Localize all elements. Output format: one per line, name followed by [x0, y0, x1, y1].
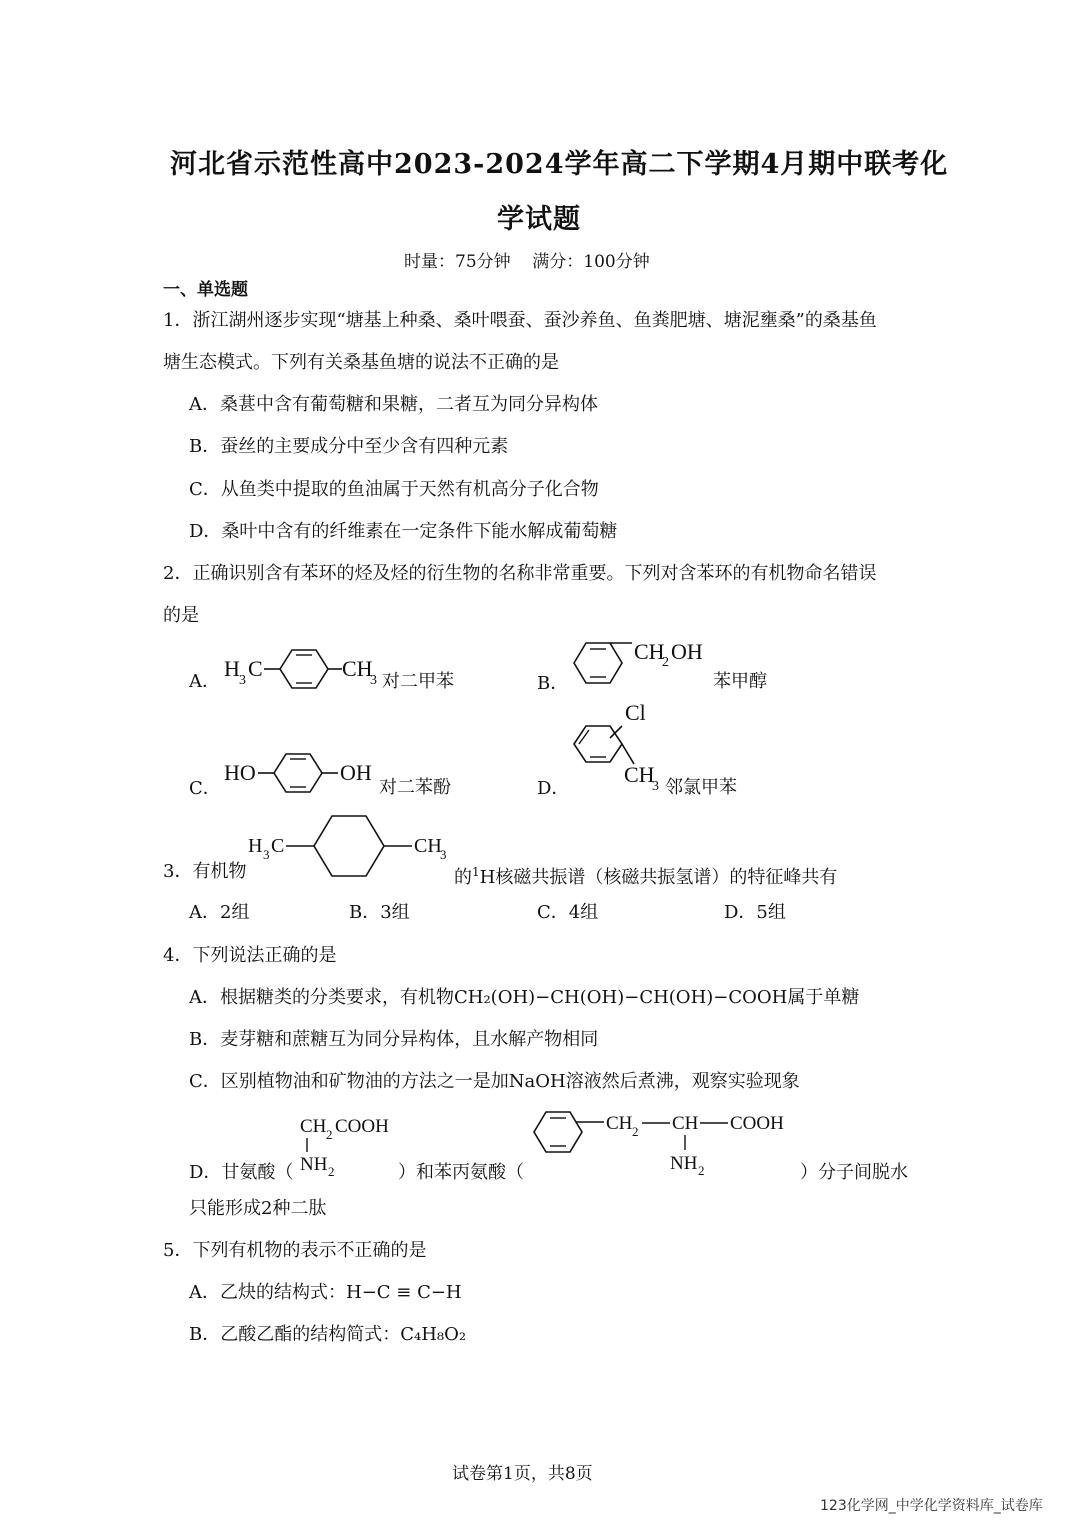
question-5-option-b-text: B．乙酸乙酯的结构简式：	[189, 1324, 401, 1345]
question-3-option-c: C．4组	[537, 902, 599, 923]
structure-text: CH	[624, 762, 655, 787]
question-4-option-c-formula: NaOH	[508, 1071, 566, 1092]
question-2-option-c-label: C．	[189, 778, 221, 799]
question-2-option-c-name: 对二苯酚	[379, 777, 451, 798]
question-3-suffix	[454, 860, 837, 890]
structure-text: Cl	[625, 700, 646, 725]
question-3-option-b: B．3组	[349, 902, 410, 923]
question-1-option-b: B．蚕丝的主要成分中至少含有四种元素	[189, 436, 509, 457]
structure-text: 2	[326, 1127, 333, 1142]
question-2-option-d-label: D．	[537, 778, 570, 799]
glycine-structure	[298, 1108, 408, 1178]
question-1-option-a: A．桑葚中含有葡萄糖和果糖，二者互为同分异构体	[189, 394, 598, 415]
structure-text: 3	[370, 673, 377, 688]
question-4-option-c-post: 溶液然后煮沸，观察实验现象	[565, 1071, 800, 1092]
structure-text: H	[224, 656, 240, 681]
structure-text: H	[248, 835, 263, 857]
question-2-option-d-name: 邻氯甲苯	[665, 777, 737, 798]
question-5-option-b-formula: C₄H₈O₂	[400, 1324, 467, 1345]
question-4-option-c	[189, 1070, 800, 1094]
structure-text: OH	[340, 760, 372, 785]
question-1-stem-line1: 1．浙江湖州逐步实现“塘基上种桑、桑叶喂蚕、蚕沙养鱼、鱼粪肥塘、塘泥壅桑”的桑基鱼	[163, 310, 877, 331]
structure-text: CH	[606, 1113, 633, 1134]
structure-text: 2	[328, 1164, 335, 1179]
question-2-stem-line1: 2．正确识别含有苯环的烃及烃的衍生物的名称非常重要。下列对含苯环的有机物命名错误	[163, 563, 877, 584]
structure-text: 3	[652, 779, 659, 794]
structure-text: 2	[632, 1124, 639, 1139]
structure-text: 2	[698, 1163, 705, 1178]
structure-text: 3	[263, 847, 270, 862]
page-title-line2: 学试题	[497, 204, 581, 235]
question-3-suffix-text: H核磁共振谱（核磁共振氢谱）的特征峰共有	[479, 867, 838, 888]
exam-meta: 时量：75分钟 满分：100分钟	[404, 252, 650, 272]
question-4-option-d-mid: ）和苯丙氨酸（	[398, 1162, 524, 1183]
structure-text: 2	[662, 655, 669, 670]
question-4-option-b: B．麦芽糖和蔗糖互为同分异构体，且水解产物相同	[189, 1029, 599, 1050]
structure-text: C	[271, 835, 285, 857]
watermark: 123化学网_中学化学资料库_试卷库	[820, 1498, 1043, 1514]
structure-text: COOH	[730, 1113, 784, 1134]
structure-text: OH	[671, 639, 703, 664]
question-4-option-c-text: C．区别植物油和矿物油的方法之一是加	[189, 1071, 509, 1092]
structure-text: C	[248, 656, 263, 681]
structure-text: CH	[672, 1113, 699, 1134]
question-5-option-a-formula: H−C ≡ C−H	[346, 1282, 462, 1303]
question-3-superscript: 1	[472, 865, 480, 879]
question-3-suffix-pre: 的	[454, 867, 472, 888]
question-4-option-d-post: ）分子间脱水	[800, 1162, 908, 1183]
question-4-option-a	[189, 986, 859, 1010]
question-4-stem: 4．下列说法正确的是	[163, 945, 337, 966]
phenylalanine-structure	[530, 1102, 800, 1182]
question-3-option-d: D．5组	[724, 902, 786, 923]
structure-text: 3	[239, 673, 246, 688]
structure-text: HO	[224, 760, 256, 785]
structure-text: CH	[300, 1116, 327, 1137]
question-4-option-a-text: A．根据糖类的分类要求，有机物	[189, 987, 454, 1008]
question-2-option-a-name: 对二甲苯	[382, 671, 454, 692]
question-4-option-a-formula: CH₂(OH)−CH(OH)−CH(OH)−COOH	[454, 987, 788, 1008]
dimethylcyclohexane-structure	[246, 812, 456, 882]
page-footer: 试卷第1页，共8页	[452, 1464, 593, 1484]
structure-text: 3	[440, 847, 447, 862]
section-heading: 一、单选题	[163, 280, 248, 300]
question-5-option-a-text: A．乙炔的结构式：	[189, 1282, 346, 1303]
question-5-option-a	[189, 1281, 462, 1305]
structure-text: CH	[414, 835, 442, 857]
structure-text: COOH	[335, 1116, 389, 1137]
question-3-option-a: A．2组	[189, 902, 250, 923]
question-2-option-a-label: A．	[189, 671, 220, 692]
structure-text: CH	[634, 639, 665, 664]
question-5-stem: 5．下列有机物的表示不正确的是	[163, 1240, 427, 1261]
hydroquinone-structure	[222, 748, 382, 808]
structure-text: NH	[300, 1154, 328, 1175]
question-5-option-b	[189, 1323, 466, 1347]
structure-text: CH	[342, 656, 373, 681]
structure-text: NH	[670, 1153, 698, 1174]
question-4-option-d-line2: 只能形成2种二肽	[189, 1198, 327, 1219]
benzyl-alcohol-structure	[570, 635, 730, 695]
question-1-option-d: D．桑叶中含有的纤维素在一定条件下能水解成葡萄糖	[189, 521, 618, 542]
question-1-stem-line2: 塘生态模式。下列有关桑基鱼塘的说法不正确的是	[163, 352, 559, 373]
question-2-option-b-label: B．	[537, 673, 569, 694]
page-title-line1: 河北省示范性高中2023-2024学年高二下学期4月期中联考化	[170, 149, 949, 180]
question-3-prefix: 3．有机物	[163, 861, 247, 882]
question-4-option-a-post: 属于单糖	[787, 987, 860, 1008]
question-1-option-c: C．从鱼类中提取的鱼油属于天然有机高分子化合物	[189, 479, 599, 500]
question-2-stem-line2: 的是	[163, 605, 199, 626]
question-4-option-d-pre: D．甘氨酸（	[189, 1162, 294, 1183]
question-2-option-b-name: 苯甲醇	[713, 671, 767, 692]
